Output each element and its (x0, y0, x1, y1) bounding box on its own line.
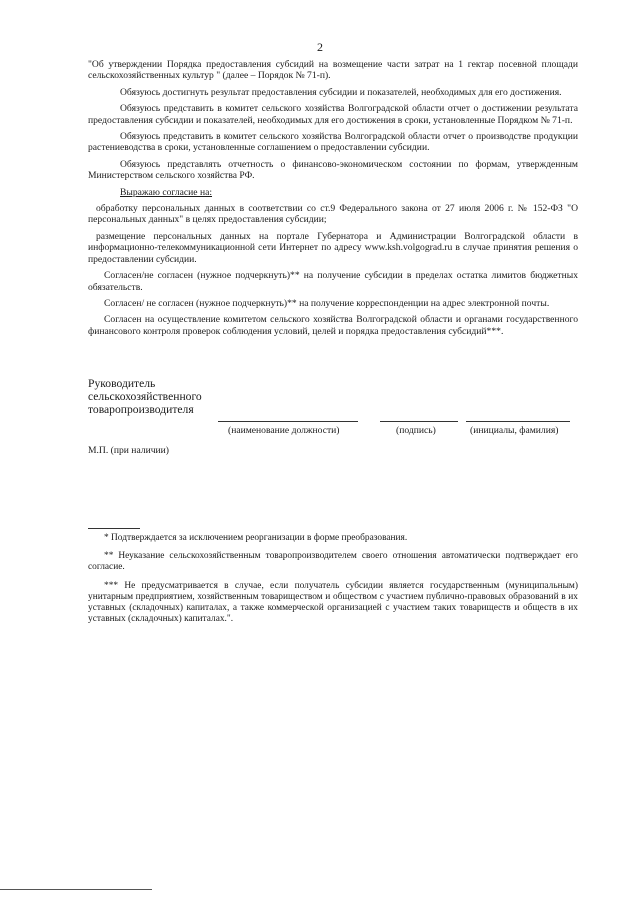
paragraph-commitment-result: Обязуюсь достигнуть результат предоставления субсидии и показателей, необходимых для его достижения. (120, 86, 562, 98)
footnote: *** Не предусматривается в случае, если получатель субсидии является государственным (муниципальным) унитарным предприятием, хозяйственным товариществом и обществом с участием публично-правовых образований в их уставных (складочных) капиталах, а также коммерческой организацией с участием таких товариществ и обществ в их уставных (складочных) капиталах.". (88, 580, 578, 625)
caption-position: (наименование должности) (228, 425, 340, 436)
paragraph-commitment-financial: Обязуюсь представлять отчетность о финансово-экономическом состоянии по формам, утвержденным Министерством сельского хозяйства РФ. (88, 158, 578, 182)
signer-title-line: Руководитель (88, 377, 156, 390)
paragraph-consent-heading (88, 187, 578, 198)
stamp-placeholder: М.П. (при наличии) (88, 445, 169, 456)
footnotes (88, 533, 578, 632)
signer-title-line: товаропроизводителя (88, 403, 194, 417)
footnote-divider (88, 528, 140, 529)
signature-line (380, 421, 458, 422)
paragraph-commitment-report: Обязуюсь представить в комитет сельского хозяйства Волгоградской области отчет о достижении результата предоставления субсидии и показателей, необходимых для его достижения в сроки, установленные Порядком № 71-п. (88, 103, 578, 126)
page-number: 2 (317, 40, 323, 54)
footnote: ** Неуказание сельскохозяйственным товаропроизводителем своего отношения автоматически подтверждает его согласие. (88, 551, 578, 573)
caption-name: (инициалы, фамилия) (470, 425, 559, 436)
paragraph-consent-email: Согласен/ не согласен (нужное подчеркнуть)** на получение корреспонденции на адрес электронной почты. (104, 297, 550, 309)
paragraph-commitment-production: Обязуюсь представить в комитет сельского хозяйства Волгоградской области отчет о производстве продукции растениеводства в сроки, установленные соглашением о предоставлении субсидии. (88, 131, 578, 154)
paragraph-consent-publication: размещение персональных данных на портале Губернатора и Администрации Волгоградской области в информационно-телекоммуникационной сети Интернет по адресу www.ksh.volgograd.ru в случае принятия решения о предоставлении субсидии. (88, 230, 578, 265)
footnote: * Подтверждается за исключением реорганизации в форме преобразования. (104, 533, 408, 543)
signer-title (88, 377, 288, 417)
document-body (88, 59, 578, 342)
consent-heading: Выражаю согласие на: (120, 186, 213, 198)
caption-signature: (подпись) (396, 425, 436, 436)
paragraph-consent-inspection: Согласен на осуществление комитетом сельского хозяйства Волгоградской области и органами государственного финансового контроля проверок соблюдения условий, целей и порядка предоставления субсидий***. (88, 314, 578, 337)
paragraph-order-reference: "Об утверждении Порядка предоставления субсидий на возмещение части затрат на 1 гектар посевной площади сельскохозяйственных культур " (далее – Порядок № 71-п). (88, 59, 578, 82)
signer-title-line: сельскохозяйственного (88, 390, 202, 404)
paragraph-consent-limits: Согласен/не согласен (нужное подчеркнуть)** на получение субсидии в пределах остатка лимитов бюджетных обязательств. (88, 270, 578, 293)
name-line (466, 421, 570, 422)
position-line (218, 421, 358, 422)
scan-edge-line (0, 889, 152, 890)
paragraph-consent-personal-data: обработку персональных данных в соответствии со ст.9 Федерального закона от 27 июля 2006 г. № 152-ФЗ "О персональных данных" в целях предоставления субсидии; (88, 203, 578, 226)
